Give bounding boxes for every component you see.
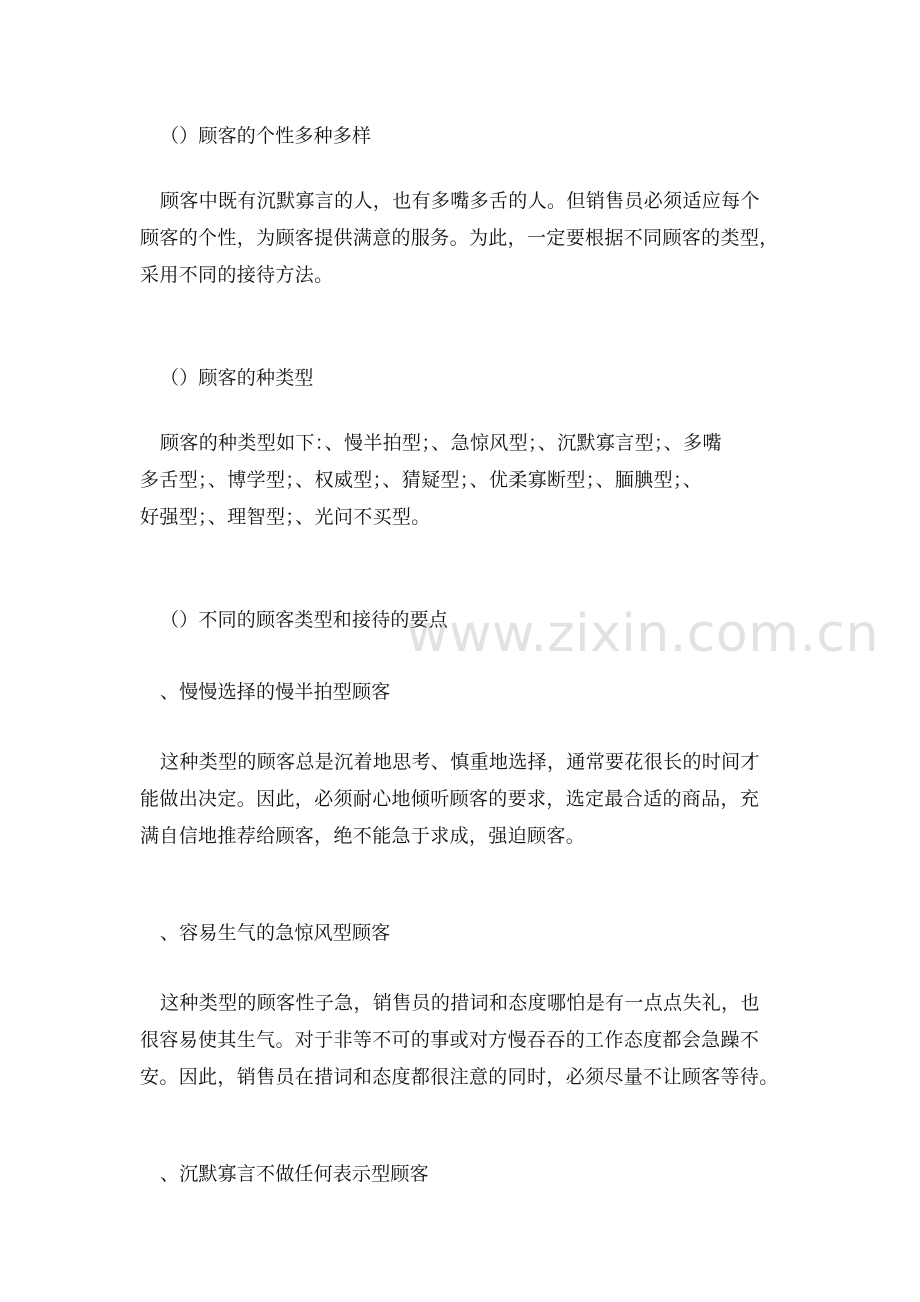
paragraph-line: 这种类型的顾客总是沉着地思考、慎重地选择，通常要花很长的时间才 [160, 751, 760, 773]
paragraph-line: 多舌型；、博学型；、权威型；、猜疑型；、优柔寡断型；、腼腆型；、 [140, 469, 703, 491]
paragraph-line: 采用不同的接待方法。 [140, 264, 334, 286]
subsection-heading-slow-type: 、慢慢选择的慢半拍型顾客 [160, 681, 391, 703]
section-heading-types: （）顾客的种类型 [160, 367, 314, 389]
paragraph-line: 好强型；、理智型；、光问不买型。 [140, 506, 431, 528]
paragraph-slow-type [140, 744, 796, 855]
paragraph-line: 安。因此，销售员在措词和态度都很注意的同时，必须尽量不让顾客等待。 [140, 1066, 779, 1088]
subsection-heading-silent-type: 、沉默寡言不做任何表示型顾客 [160, 1163, 429, 1185]
section-heading-personality: （）顾客的个性多种多样 [160, 125, 372, 147]
paragraph-line: 顾客的个性，为顾客提供满意的服务。为此，一定要根据不同顾客的类型， [140, 227, 779, 249]
paragraph-impatient-type [140, 985, 796, 1096]
paragraph-line: 能做出决定。因此，必须耐心地倾听顾客的要求，选定最合适的商品，充 [140, 788, 760, 810]
paragraph-line: 顾客中既有沉默寡言的人，也有多嘴多舌的人。但销售员必须适应每个 [160, 190, 760, 212]
paragraph-line: 顾客的种类型如下：、慢半拍型；、急惊风型；、沉默寡言型；、多嘴 [160, 432, 722, 454]
paragraph-personality [140, 183, 796, 294]
subsection-heading-impatient-type: 、容易生气的急惊风型顾客 [160, 922, 391, 944]
paragraph-line: 满自信地推荐给顾客，绝不能急于求成，强迫顾客。 [140, 825, 586, 847]
paragraph-line: 这种类型的顾客性子急，销售员的措词和态度哪怕是有一点点失礼，也 [160, 992, 760, 1014]
section-heading-key-points: （）不同的顾客类型和接待的要点 [160, 609, 449, 631]
paragraph-line: 很容易使其生气。对于非等不可的事或对方慢吞吞的工作态度都会急躁不 [140, 1029, 760, 1051]
paragraph-types [140, 425, 796, 536]
watermark-text: www.zixin.com.cn [406, 604, 879, 664]
